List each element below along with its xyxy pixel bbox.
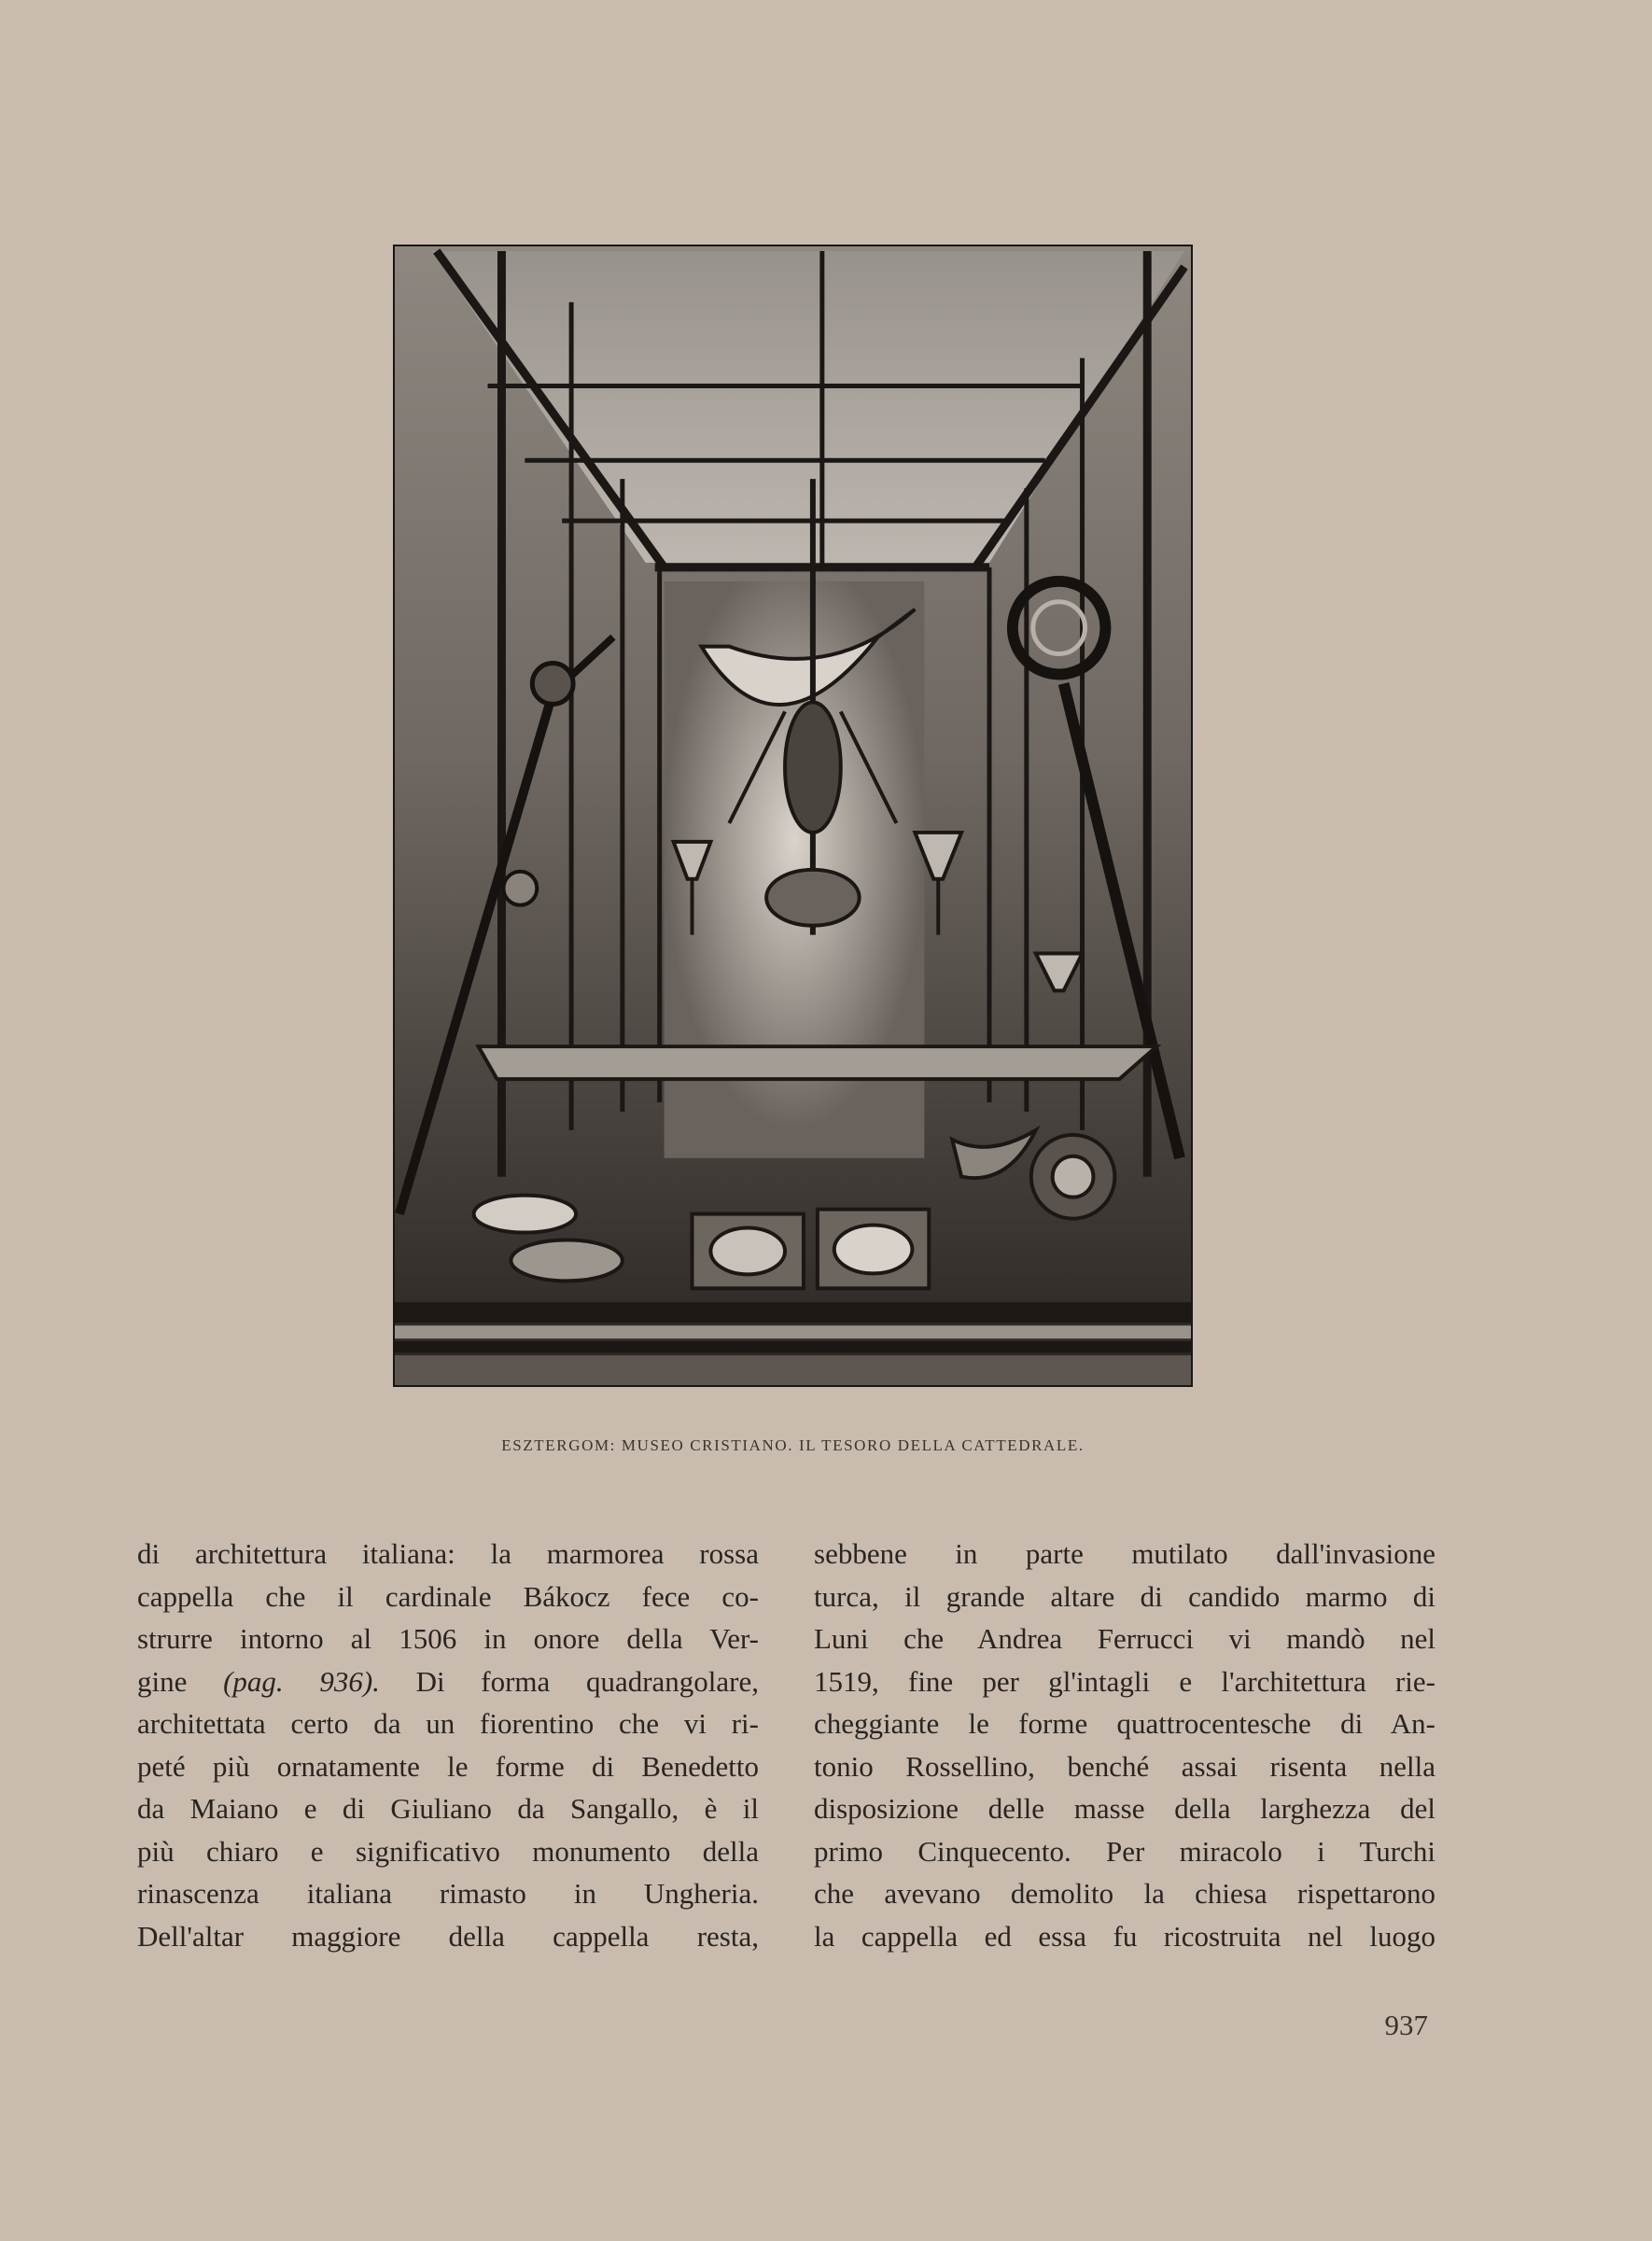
text-line: di architettura italiana: la marmorea rossa xyxy=(137,1537,759,1570)
text-line: Luni che Andrea Ferrucci vi mandò nel xyxy=(814,1622,1435,1655)
text-line: disposizione delle masse della larghezza del xyxy=(814,1792,1435,1825)
page-number: 937 xyxy=(1384,2009,1428,2041)
treasury-photograph xyxy=(393,245,1193,1387)
text-line: strurre intorno al 1506 in onore della Ver- xyxy=(137,1622,759,1655)
text-line-with-reference xyxy=(137,1660,759,1703)
figure-caption: ESZTERGOM: MUSEO CRISTIANO. IL TESORO DELLA CATTEDRALE. xyxy=(501,1436,1085,1454)
text-line: Dell'altar maggiore della cappella resta, xyxy=(137,1919,759,1953)
text-line: da Maiano e di Giuliano da Sangallo, è il xyxy=(137,1792,759,1825)
text-line: 1519, fine per gl'intagli e l'architettura rie- xyxy=(814,1664,1435,1698)
page-reference: (pag. 936). xyxy=(223,1664,380,1698)
text-line: rinascenza italiana rimasto in Ungheria. xyxy=(137,1877,759,1910)
text-line: peté più ornatamente le forme di Benedetto xyxy=(137,1749,759,1783)
text-line: sebbene in parte mutilato dall'invasione xyxy=(814,1537,1435,1570)
right-text-column xyxy=(814,1533,1435,1957)
display-case-illustration xyxy=(395,246,1191,1385)
text-line: architettata certo da un fiorentino che vi ri- xyxy=(137,1707,759,1740)
line-tail: Di forma quadrangolare, xyxy=(379,1664,759,1698)
text-line: cappella che il cardinale Bákocz fece co- xyxy=(137,1579,759,1613)
text-line: più chiaro e significativo monumento della xyxy=(137,1834,759,1868)
text-line: la cappella ed essa fu ricostruita nel luogo xyxy=(814,1919,1435,1953)
left-text-column xyxy=(137,1533,759,1957)
text-line: cheggiante le forme quattrocentesche di An- xyxy=(814,1707,1435,1740)
line-start: gine xyxy=(137,1664,224,1698)
text-line: tonio Rossellino, benché assai risenta nella xyxy=(814,1749,1435,1783)
text-line: primo Cinquecento. Per miracolo i Turchi xyxy=(814,1834,1435,1868)
text-line: che avevano demolito la chiesa rispettarono xyxy=(814,1877,1435,1910)
text-line: turca, il grande altare di candido marmo di xyxy=(814,1579,1435,1613)
